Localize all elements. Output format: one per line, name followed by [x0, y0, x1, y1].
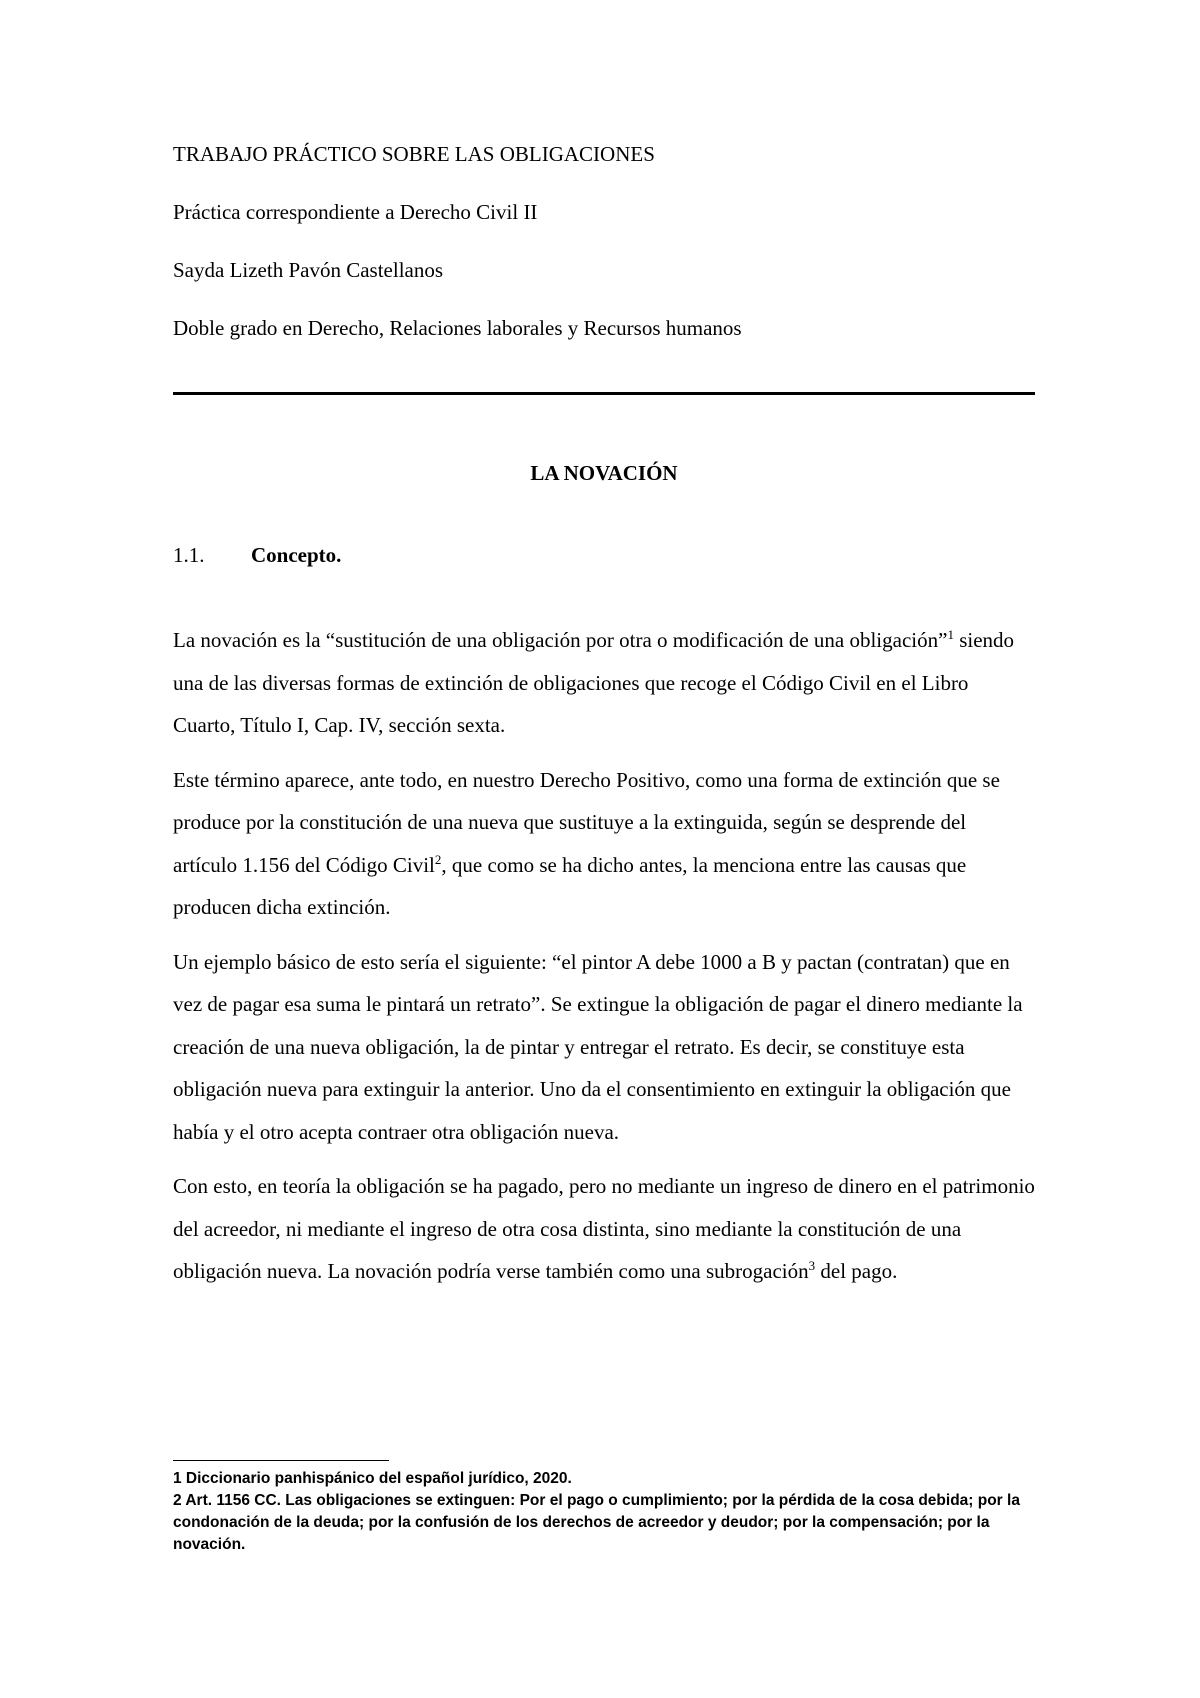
paragraph-2 [173, 759, 1035, 929]
footnote-ref-1[interactable]: 1 [947, 627, 954, 642]
document-subtitle: Práctica correspondiente a Derecho Civil II [173, 200, 538, 224]
paragraph-1-text-a: La novación es la “sustitución de una obligación por otra o modificación de una obligación” [173, 628, 948, 652]
footnote-ref-2[interactable]: 2 [434, 851, 442, 867]
paragraph-1-text-b: siendo una de las diversas formas de extinción de obligaciones que recoge el Código Civil en el Libro Cuarto, Título I, Cap. IV, sección sexta. [173, 628, 1015, 737]
subsection-title: Concepto. [251, 543, 342, 567]
footnote-1: 1 Diccionario panhispánico del español jurídico, 2020. [173, 1470, 572, 1487]
paragraph-2-text-b: , que como se ha dicho antes, la menciona entre las causas que producen dicha extinción. [173, 852, 967, 919]
paragraph-2-text-a: Este término aparece, ante todo, en nuestro Derecho Positivo, como una forma de extinción que se produce por la constitución de una nueva que sustituye a la extinguida, según se desprende del artículo 1.156 del Código Civil [173, 767, 1000, 877]
paragraph-1 [173, 619, 1035, 747]
document-title: TRABAJO PRÁCTICO SOBRE LAS OBLIGACIONES [173, 142, 655, 166]
paragraph-4 [173, 1165, 1035, 1293]
footnotes [173, 1468, 1035, 1556]
subsection-heading [173, 541, 1035, 569]
page-content [173, 140, 1035, 1305]
footnote-separator [173, 1460, 389, 1461]
subsection-number: 1.1. [173, 543, 205, 567]
section-title: LA NOVACIÓN [530, 461, 678, 485]
degree-name: Doble grado en Derecho, Relaciones laborales y Recursos humanos [173, 316, 742, 340]
paragraph-3: Un ejemplo básico de esto sería el siguiente: “el pintor A debe 1000 a B y pactan (contratan) que en vez de pagar esa suma le pintará un retrato”. Se extingue la obligación de pagar el dinero mediante la creación de una nueva obligación, la de pintar y entregar el retrato. Es decir, se constituye esta obligación nueva para extinguir la anterior. Uno da el consentimiento en extinguir la obligación que había y el otro acepta contraer otra obligación nueva. [173, 949, 1023, 1144]
paragraph-4-text-a: Con esto, en teoría la obligación se ha pagado, pero no mediante un ingreso de dinero en el patrimonio del acreedor, ni mediante el ingreso de otra cosa distinta, sino mediante la constitución de una obligación nueva. La novación podría verse también como una subrogación [173, 1174, 1035, 1283]
paragraph-4-text-b: del pago. [815, 1259, 898, 1283]
horizontal-divider [173, 392, 1035, 395]
footnote-ref-3[interactable]: 3 [808, 1258, 816, 1273]
footnote-2: 2 Art. 1156 CC. Las obligaciones se extinguen: Por el pago o cumplimiento; por la pérdida de la cosa debida; por la condonación de la deuda; por la confusión de los derechos de acreedor y deudor; por la compensación; por la novación. [173, 1492, 1020, 1553]
author-name: Sayda Lizeth Pavón Castellanos [173, 258, 444, 282]
